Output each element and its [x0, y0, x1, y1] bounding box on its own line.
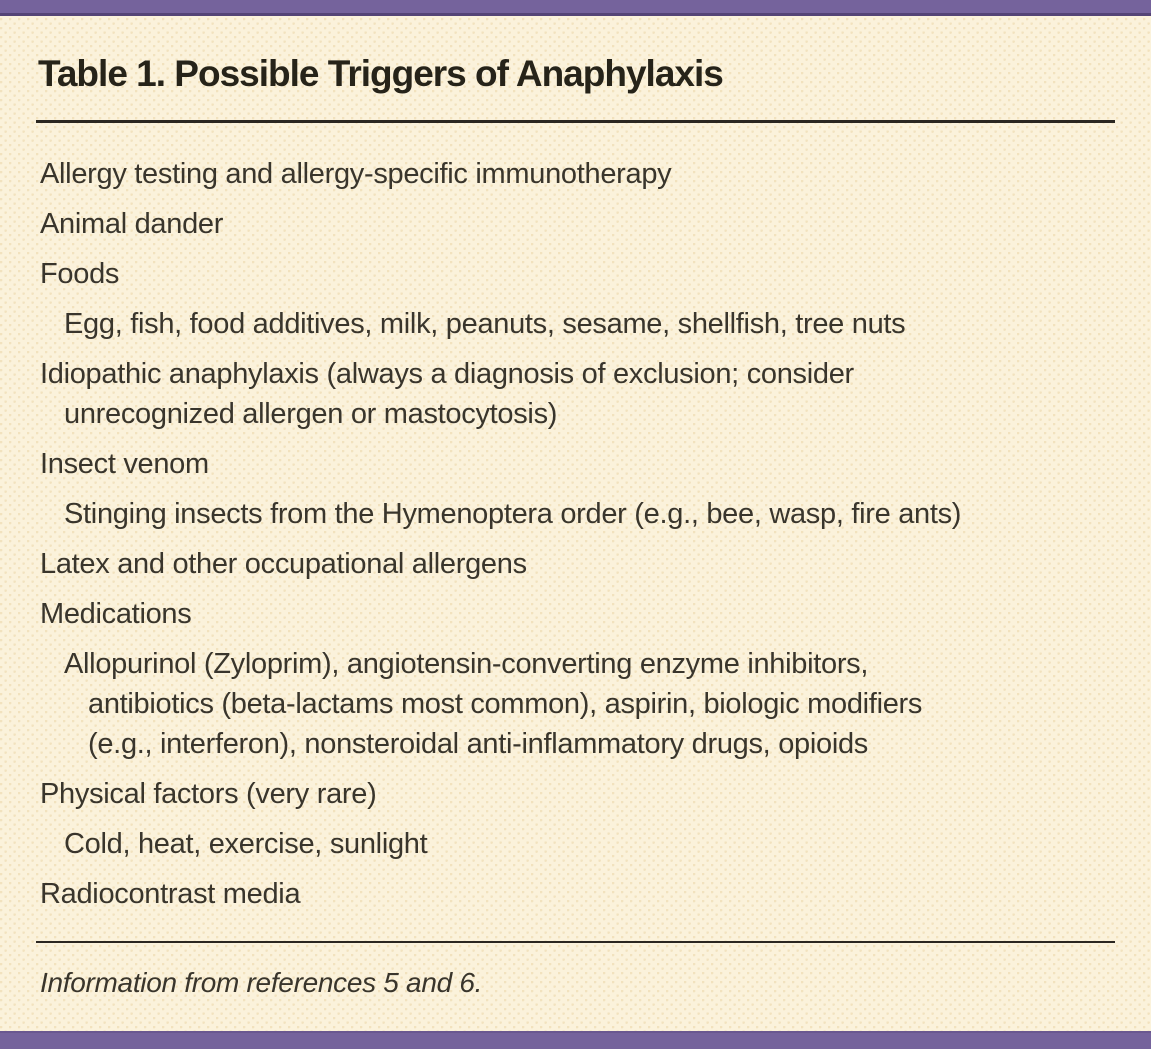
footnote-divider-rule — [36, 941, 1115, 943]
table-title: Table 1. Possible Triggers of Anaphylaxis — [38, 53, 723, 94]
trigger-line: (e.g., interferon), nonsteroidal anti-inflammatory drugs, opioids — [88, 728, 868, 760]
trigger-line: Stinging insects from the Hymenoptera order (e.g., bee, wasp, fire ants) — [64, 498, 962, 530]
bottom-accent-bar — [0, 1031, 1151, 1049]
trigger-line: unrecognized allergen or mastocytosis) — [64, 398, 558, 430]
trigger-list — [0, 139, 1151, 909]
title-divider-rule — [36, 120, 1115, 123]
trigger-line: Cold, heat, exercise, sunlight — [64, 828, 428, 860]
trigger-line: Animal dander — [40, 208, 224, 240]
trigger-line: Radiocontrast media — [40, 878, 301, 910]
trigger-line: Egg, fish, food additives, milk, peanuts, sesame, shellfish, tree nuts — [64, 308, 906, 340]
trigger-line: Medications — [40, 598, 192, 630]
trigger-line: Physical factors (very rare) — [40, 778, 377, 810]
trigger-line: Allergy testing and allergy-specific immunotherapy — [40, 158, 672, 190]
trigger-line: Idiopathic anaphylaxis (always a diagnosis of exclusion; consider — [40, 358, 854, 390]
trigger-line: antibiotics (beta-lactams most common), aspirin, biologic modifiers — [88, 688, 923, 720]
trigger-line: Foods — [40, 258, 120, 290]
trigger-line: Allopurinol (Zyloprim), angiotensin-converting enzyme inhibitors, — [64, 648, 869, 680]
top-accent-bar — [0, 0, 1151, 16]
trigger-line: Insect venom — [40, 448, 209, 480]
trigger-line: Latex and other occupational allergens — [40, 548, 527, 580]
footnote-text: Information from references 5 and 6. — [40, 967, 483, 998]
